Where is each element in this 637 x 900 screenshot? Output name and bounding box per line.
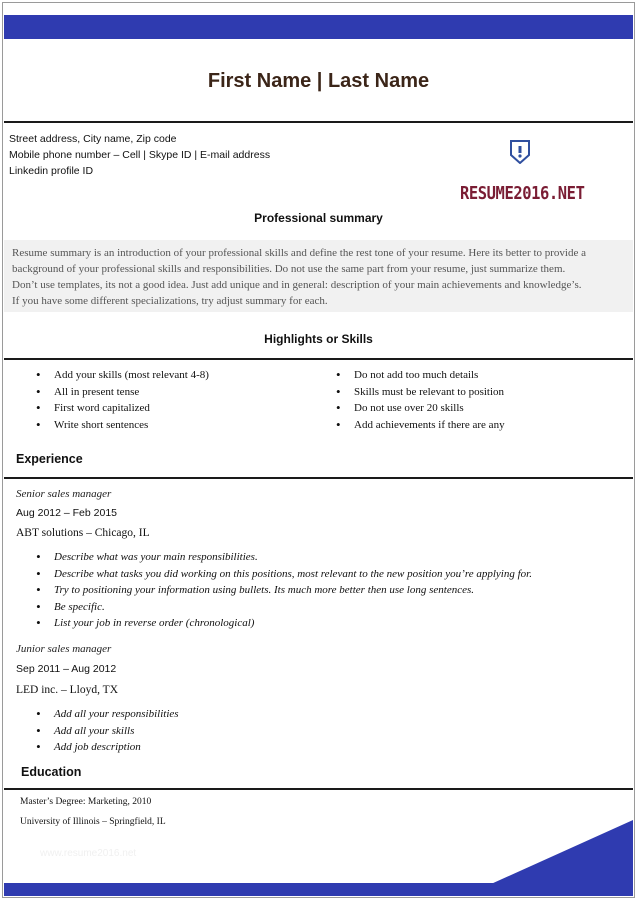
experience-heading: Experience [16, 452, 83, 466]
summary-line: background of your professional skills and responsibilities. Do not use the same part from your resume, just summarize them. [12, 263, 566, 275]
summary-line: If you have some different specializations, try adjust summary for each. [12, 295, 328, 307]
top-accent-bar [4, 15, 633, 39]
list-item: • Be specific. [34, 599, 532, 616]
list-item: • Add all your skills [34, 723, 179, 740]
divider-experience [4, 477, 633, 479]
list-item: • Add your skills (most relevant 4-8) [34, 367, 209, 384]
job-title: Junior sales manager [16, 643, 112, 655]
list-item: • List your job in reverse order (chronological) [34, 615, 532, 632]
list-item: • Skills must be relevant to position [334, 384, 505, 401]
name-title: First Name | Last Name [207, 70, 430, 92]
list-item: • Describe what was your main responsibilities. [34, 549, 532, 566]
list-item: • Do not add too much details [334, 367, 505, 384]
summary-text [12, 245, 630, 309]
contact-linkedin: Linkedin profile ID [9, 165, 94, 177]
job-dates: Aug 2012 – Feb 2015 [16, 507, 118, 519]
job-bullets [34, 706, 179, 756]
skills-heading: Highlights or Skills [264, 332, 373, 346]
summary-line: Resume summary is an introduction of your professional skills and define the rest tone of your resume. Here its better to provide a [12, 247, 586, 259]
job-dates: Sep 2011 – Aug 2012 [16, 663, 117, 675]
list-item: • All in present tense [34, 384, 209, 401]
shield-icon [510, 140, 530, 164]
education-school: University of Illinois – Springfield, IL [20, 817, 166, 827]
job-company: ABT solutions – Chicago, IL [16, 527, 150, 539]
skills-list-right [334, 367, 505, 433]
logo [460, 140, 600, 210]
divider-skills [4, 358, 633, 360]
list-item: • First word capitalized [34, 400, 209, 417]
list-item: • Do not use over 20 skills [334, 400, 505, 417]
divider-header [4, 121, 633, 123]
education-heading: Education [21, 765, 82, 779]
contact-phone: Mobile phone number – Cell | Skype ID | E-mail address [9, 149, 271, 161]
job-bullets [34, 549, 532, 632]
list-item: • Add achievements if there are any [334, 417, 505, 434]
job-company: LED inc. – Lloyd, TX [16, 684, 118, 696]
contact-block [9, 131, 270, 179]
list-item: • Add job description [34, 739, 179, 756]
list-item: • Describe what tasks you did working on this positions, most relevant to the new position you’re applying for. [34, 566, 532, 583]
divider-education [4, 788, 633, 790]
logo-text: RESUME2016.NET [460, 183, 585, 204]
bottom-accent-bar [4, 883, 633, 896]
education-degree: Master’s Degree: Marketing, 2010 [20, 797, 152, 807]
watermark: www.resume2016.net [40, 848, 137, 859]
corner-wedge [491, 820, 633, 884]
summary-heading: Professional summary [254, 211, 383, 225]
summary-line: Don’t use templates, its not a good idea. Just add unique and in general: description of your main achievements and knowledge’s. [12, 279, 582, 291]
job-title: Senior sales manager [16, 488, 112, 500]
list-item: • Write short sentences [34, 417, 209, 434]
skills-list-left [34, 367, 209, 433]
list-item: • Add all your responsibilities [34, 706, 179, 723]
contact-address: Street address, City name, Zip code [9, 133, 177, 145]
list-item: • Try to positioning your information using bullets. Its much more better then use long sentences. [34, 582, 532, 599]
